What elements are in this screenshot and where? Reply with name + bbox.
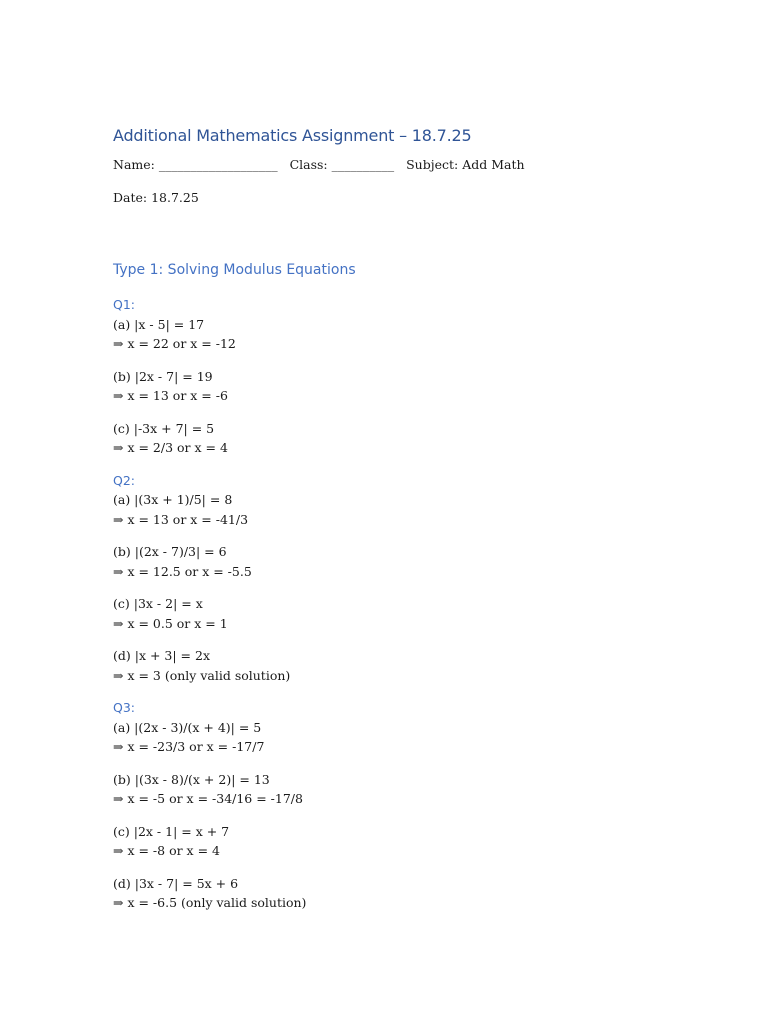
answer: ⇒ x = 12.5 or x = -5.5	[113, 563, 252, 579]
equation: (b) |(2x - 7)/3| = 6	[113, 544, 227, 559]
equation: (d) |3x - 7| = 5x + 6	[113, 875, 239, 891]
equation: (c) |-3x + 7| = 5	[113, 420, 215, 436]
question-2	[113, 471, 673, 686]
document-page	[113, 124, 673, 926]
name-field: Name: ___________________	[113, 157, 278, 172]
equation: (d) |x + 3| = 2x	[113, 648, 210, 663]
subject-field: Subject: Add Math	[406, 157, 525, 172]
question-part	[113, 822, 673, 861]
answer: ⇒ x = 3 (only valid solution)	[113, 667, 291, 683]
answer: ⇒ x = -23/3 or x = -17/7	[113, 739, 265, 754]
question-part	[113, 315, 673, 354]
question-part	[113, 367, 673, 406]
question-part	[113, 419, 673, 458]
answer: ⇒ x = 22 or x = -12	[113, 336, 236, 351]
student-info-row	[113, 155, 673, 175]
question-label: Q1:	[113, 297, 136, 312]
equation: (c) |3x - 2| = x	[113, 596, 203, 611]
questions-list	[113, 295, 673, 913]
equation: (b) |2x - 7| = 19	[113, 368, 213, 384]
question-part	[113, 718, 673, 757]
answer: ⇒ x = -6.5 (only valid solution)	[113, 895, 307, 910]
answer: ⇒ x = 2/3 or x = 4	[113, 440, 228, 455]
question-part	[113, 594, 673, 633]
class-field: Class: __________	[289, 157, 395, 172]
answer: ⇒ x = -8 or x = 4	[113, 843, 220, 858]
equation: (b) |(3x - 8)/(x + 2)| = 13	[113, 771, 270, 787]
equation: (c) |2x - 1| = x + 7	[113, 823, 230, 839]
answer: ⇒ x = 0.5 or x = 1	[113, 615, 228, 631]
question-part	[113, 770, 673, 809]
equation: (a) |x - 5| = 17	[113, 316, 205, 332]
date-line: Date: 18.7.25	[113, 189, 199, 205]
answer: ⇒ x = -5 or x = -34/16 = -17/8	[113, 791, 303, 806]
equation: (a) |(2x - 3)/(x + 4)| = 5	[113, 719, 262, 735]
answer: ⇒ x = 13 or x = -41/3	[113, 511, 249, 527]
question-part	[113, 542, 673, 581]
document-title: Additional Mathematics Assignment – 18.7.25	[113, 126, 472, 145]
equation: (a) |(3x + 1)/5| = 8	[113, 492, 233, 507]
section-heading: Type 1: Solving Modulus Equations	[113, 262, 356, 278]
question-part	[113, 490, 673, 529]
question-1	[113, 295, 673, 458]
question-label: Q2:	[113, 472, 136, 488]
question-3	[113, 698, 673, 913]
question-label: Q3:	[113, 700, 136, 715]
answer: ⇒ x = 13 or x = -6	[113, 388, 228, 403]
question-part	[113, 646, 673, 685]
question-part	[113, 874, 673, 913]
